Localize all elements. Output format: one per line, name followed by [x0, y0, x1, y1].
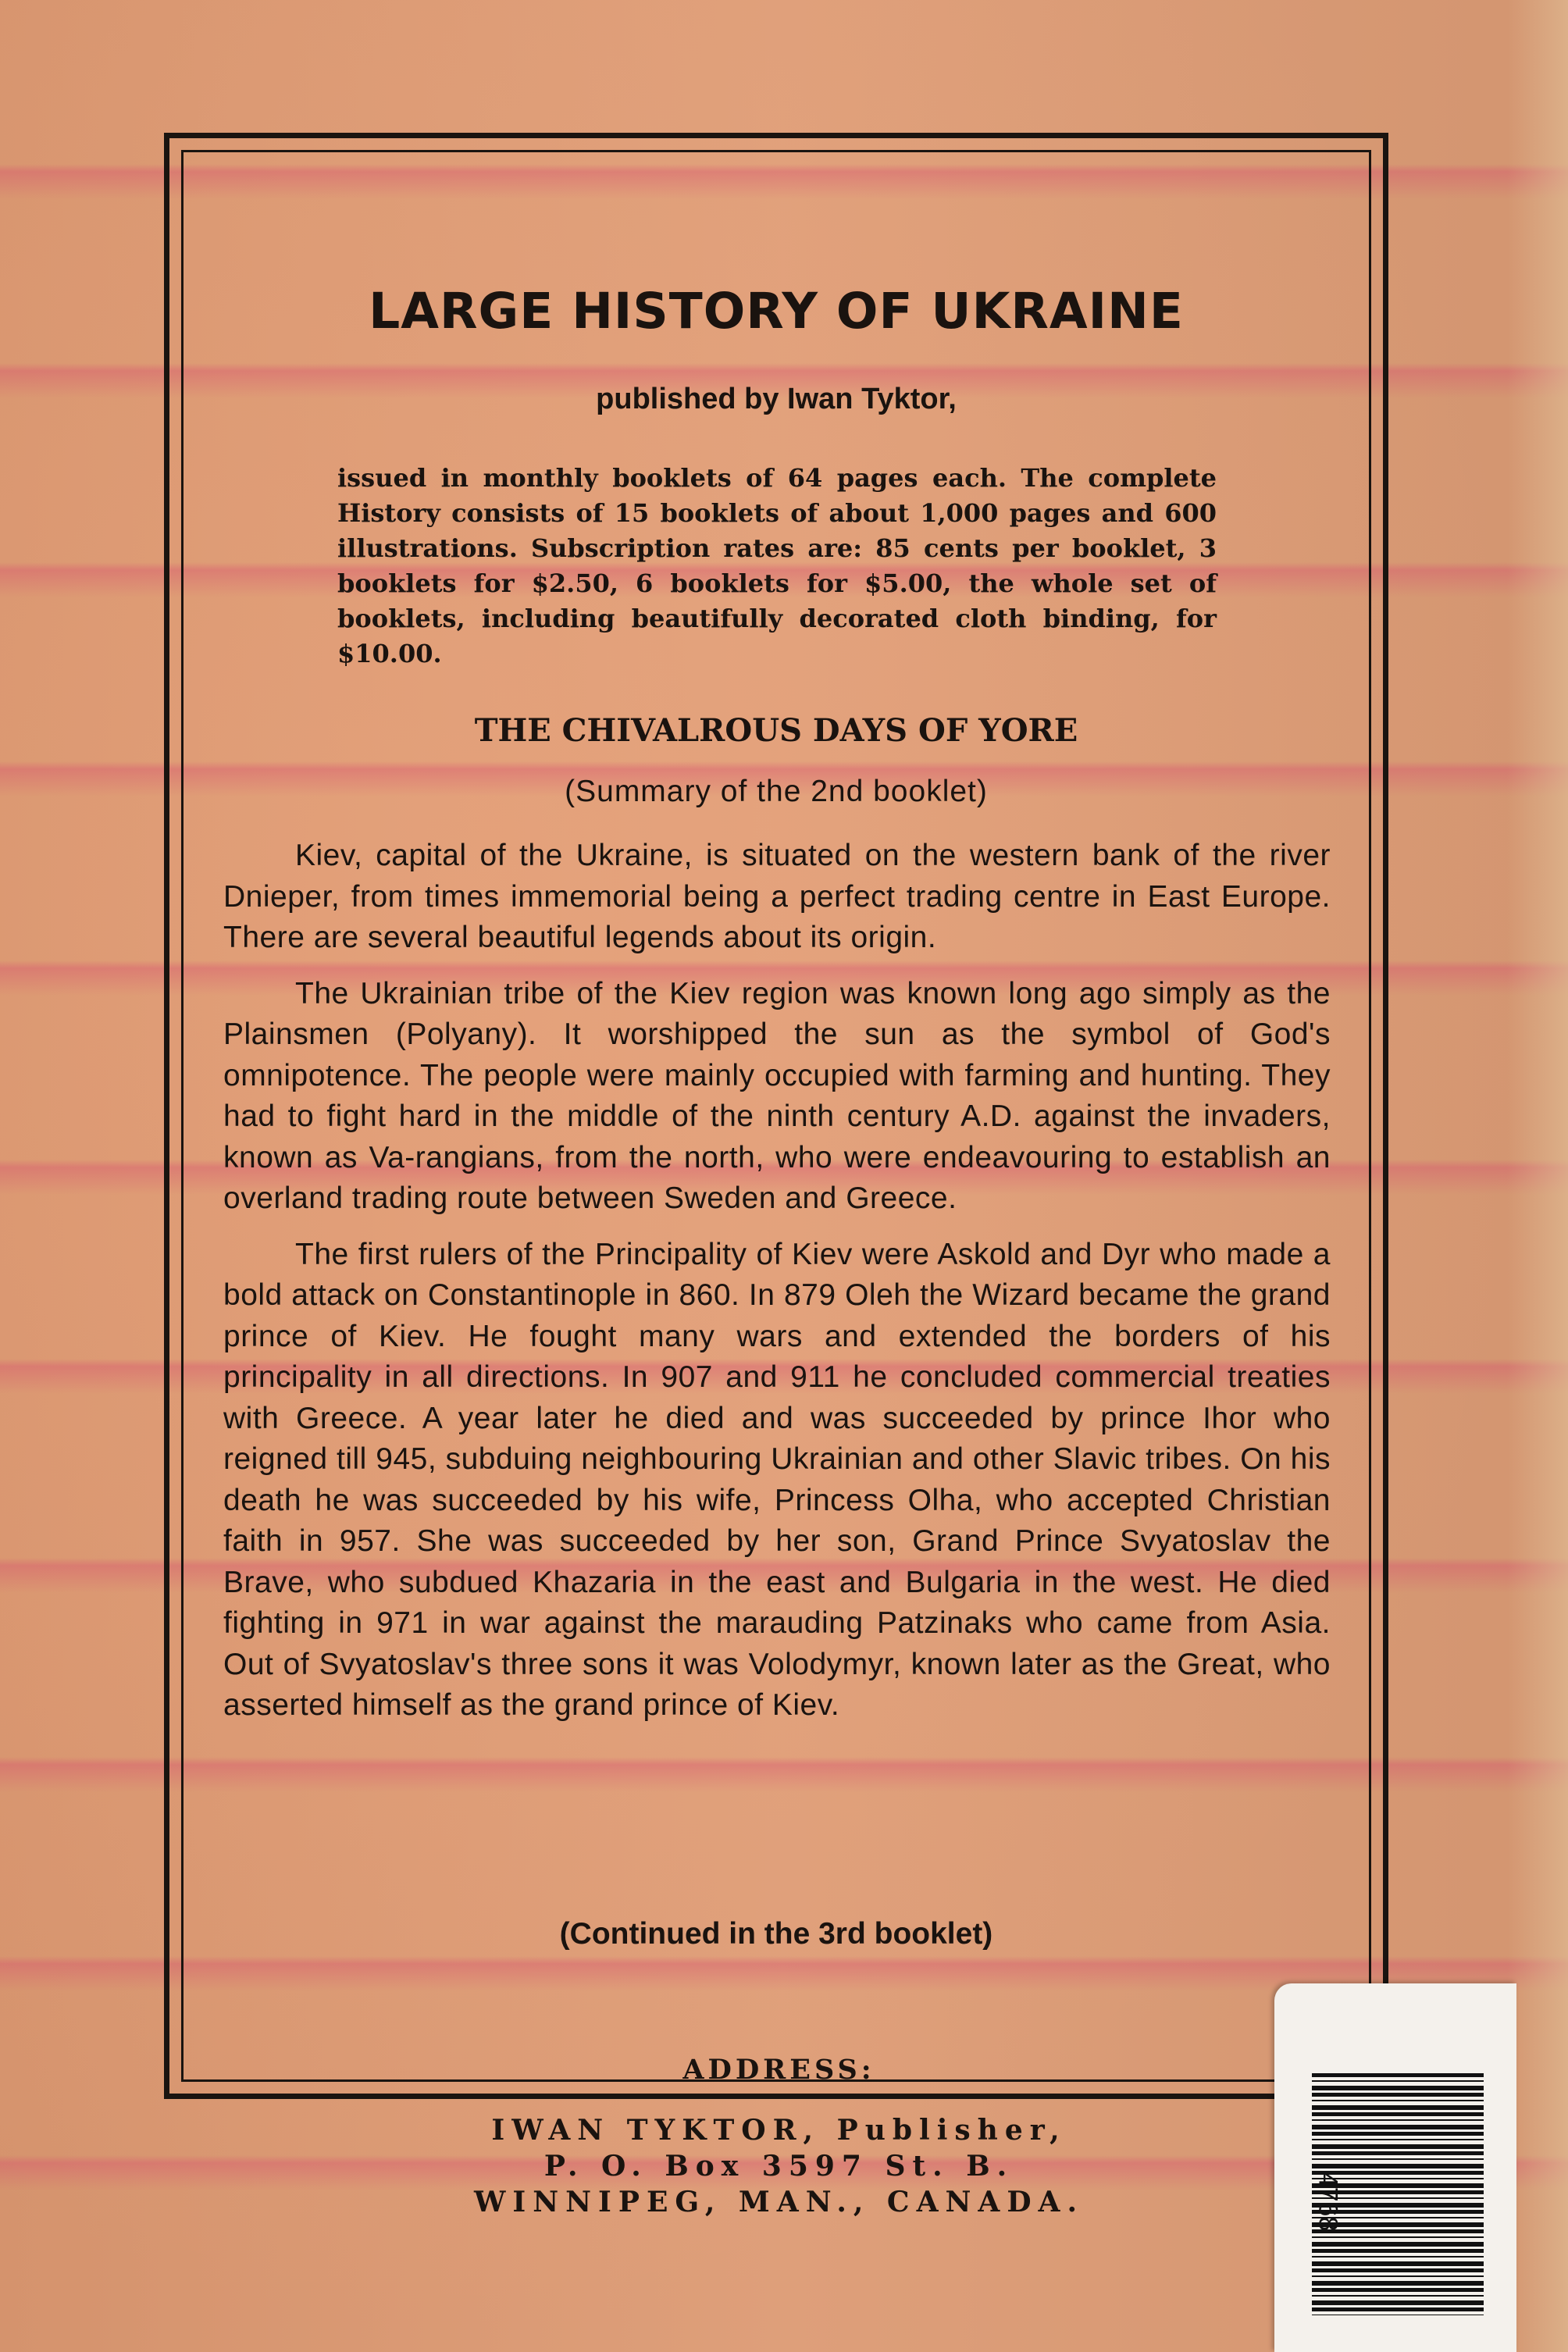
document-title: LARGE HISTORY OF UKRAINE: [369, 283, 1184, 340]
section-title: THE CHIVALROUS DAYS OF YORE: [474, 712, 1078, 749]
address-block: [78, 2112, 1480, 2220]
address-line-2: P. O. Box 3597 St. B.: [543, 2150, 1014, 2183]
summary-line: (Summary of the 2nd booklet): [565, 775, 988, 808]
intro-paragraph: issued in monthly booklets of 64 pages each. The complete History consists of 15 booklets of about 1,000 pages and 600 illustrations. Subscription rates are: 85 cents per booklet, 3 booklets for $2.50, 6 booklets for $5.00, the whole set of booklets, including beautifully decorated cloth binding, for $10.00.: [337, 463, 1217, 668]
address-line-1: IWAN TYKTOR, Publisher,: [491, 2114, 1067, 2147]
paragraph-rulers: The first rulers of the Principality of Kiev were Askold and Dyr who made a bold attack on Constantinople in 860. In 879 Oleh the Wizard became the grand prince of Kiev. He fought many wars and extended the borders of his principality in all directions. In 907 and 911 he concluded commercial treaties with Greece. A year later he died and was succeeded by prince Ihor who reigned till 945, subduing neighbouring Ukrainian and other Slavic tribes. On his death he was succeeded by his wife, Princess Olha, who accepted Christian faith in 957. She was succeeded by her son, Grand Prince Svyatoslav the Brave, who subdued Khazaria in the east and Bulgaria in the west. He died fighting in 971 in war against the marauding Patzinaks who came from Asia. Out of Svyatoslav's three sons it was Volodymyr, known later as the Great, who asserted himself as the grand prince of Kiev.: [223, 1237, 1331, 1722]
address-label: ADDRESS:: [682, 2054, 875, 2086]
body-text: [223, 836, 1331, 1741]
paragraph-tribe: The Ukrainian tribe of the Kiev region was known long ago simply as the Plainsmen (Polyany). It worshipped the sun as the symbol of God's omnipotence. The people were mainly occupied with farming and hunting. They had to fight hard in the middle of the ninth century A.D. against the invaders, known as Va-rangians, from the north, who were endeavouring to establish an overland trading route between Sweden and Greece.: [223, 976, 1331, 1215]
barcode-number-text: 4768: [1313, 2172, 1343, 2232]
barcode-number: [1304, 2155, 1351, 2249]
address-line-3: WINNIPEG, MAN., CANADA.: [473, 2186, 1085, 2218]
publisher-line: published by Iwan Tyktor,: [596, 383, 957, 415]
continued-note: (Continued in the 3rd booklet): [559, 1917, 993, 1951]
paragraph-kiev: Kiev, capital of the Ukraine, is situated on the western bank of the river Dnieper, from times immemorial being a perfect trading centre in East Europe. There are several beautiful legends about its origin.: [223, 839, 1331, 954]
